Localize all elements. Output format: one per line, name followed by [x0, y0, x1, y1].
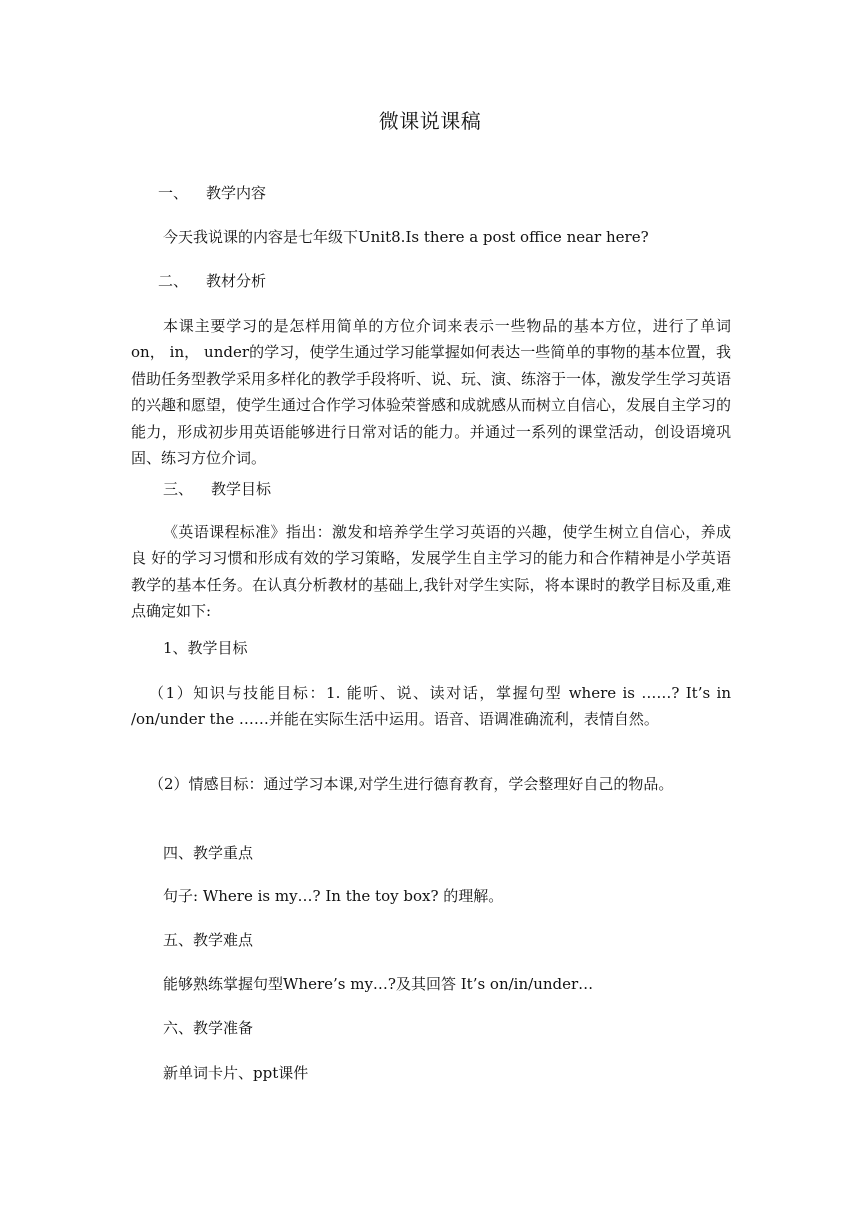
subheading-teaching-goals: 1、教学目标 — [163, 639, 248, 657]
section-label: 教学目标 — [211, 480, 272, 498]
page-title: 微课说课稿 — [378, 109, 482, 133]
goal-emotional: （2）情感目标：通过学习本课,对学生进行德育教育，学会整理好自己的物品。 — [149, 775, 674, 793]
section-1-paragraph: 今天我说课的内容是七年级下Unit8.Is there a post office near here? — [163, 228, 649, 246]
section-5-text: 能够熟练掌握句型Where’s my…?及其回答 It’s on/in/under… — [163, 975, 594, 993]
goal-knowledge-skills: （1）知识与技能目标：1. 能听、说、读对话，掌握句型 where is ……? It’s in /on/under the ……并能在实际生活中运用。语音、语调准确流利，表情自然。 — [131, 684, 731, 729]
section-heading-4: 四、教学重点 — [163, 844, 254, 862]
section-heading-1 — [158, 180, 266, 206]
section-heading-2 — [158, 268, 266, 294]
section-number: 二、 — [158, 272, 189, 290]
section-heading-6: 六、教学准备 — [163, 1019, 254, 1037]
section-3-paragraph: 《英语课程标准》指出：激发和培养学生学习英语的兴趣，使学生树立自信心，养成良 好的学习习惯和形成有效的学习策略，发展学生自主学习的能力和合作精神是小学英语教学的基本任务。在认真分析教材的基础上,我针对学生实际，将本课时的教学目标及重,难点确定如下: — [131, 523, 731, 621]
section-label: 教学内容 — [206, 184, 267, 202]
section-2-paragraph: 本课主要学习的是怎样用简单的方位介词来表示一些物品的基本方位，进行了单词on， in， under的学习，使学生通过学习能掌握如何表达一些简单的事物的基本位置，我借助任务型教学采用多样化的教学手段将听、说、玩、演、练溶于一体，激发学生学习英语的兴趣和愿望，使学生通过合作学习体验荣誉感和成就感从而树立自信心，发展自主学习的能力，形成初步用英语能够进行日常对话的能力。并通过一系列的课堂活动，创设语境巩固、练习方位介词。 — [131, 317, 732, 468]
section-heading-5: 五、教学难点 — [163, 931, 254, 949]
section-number: 一、 — [158, 184, 189, 202]
section-label: 教材分析 — [206, 272, 267, 290]
section-6-text: 新单词卡片、ppt课件 — [163, 1064, 309, 1082]
section-4-text: 句子: Where is my…? In the toy box? 的理解。 — [163, 887, 504, 905]
section-heading-3 — [163, 476, 271, 502]
section-number: 三、 — [163, 480, 194, 498]
